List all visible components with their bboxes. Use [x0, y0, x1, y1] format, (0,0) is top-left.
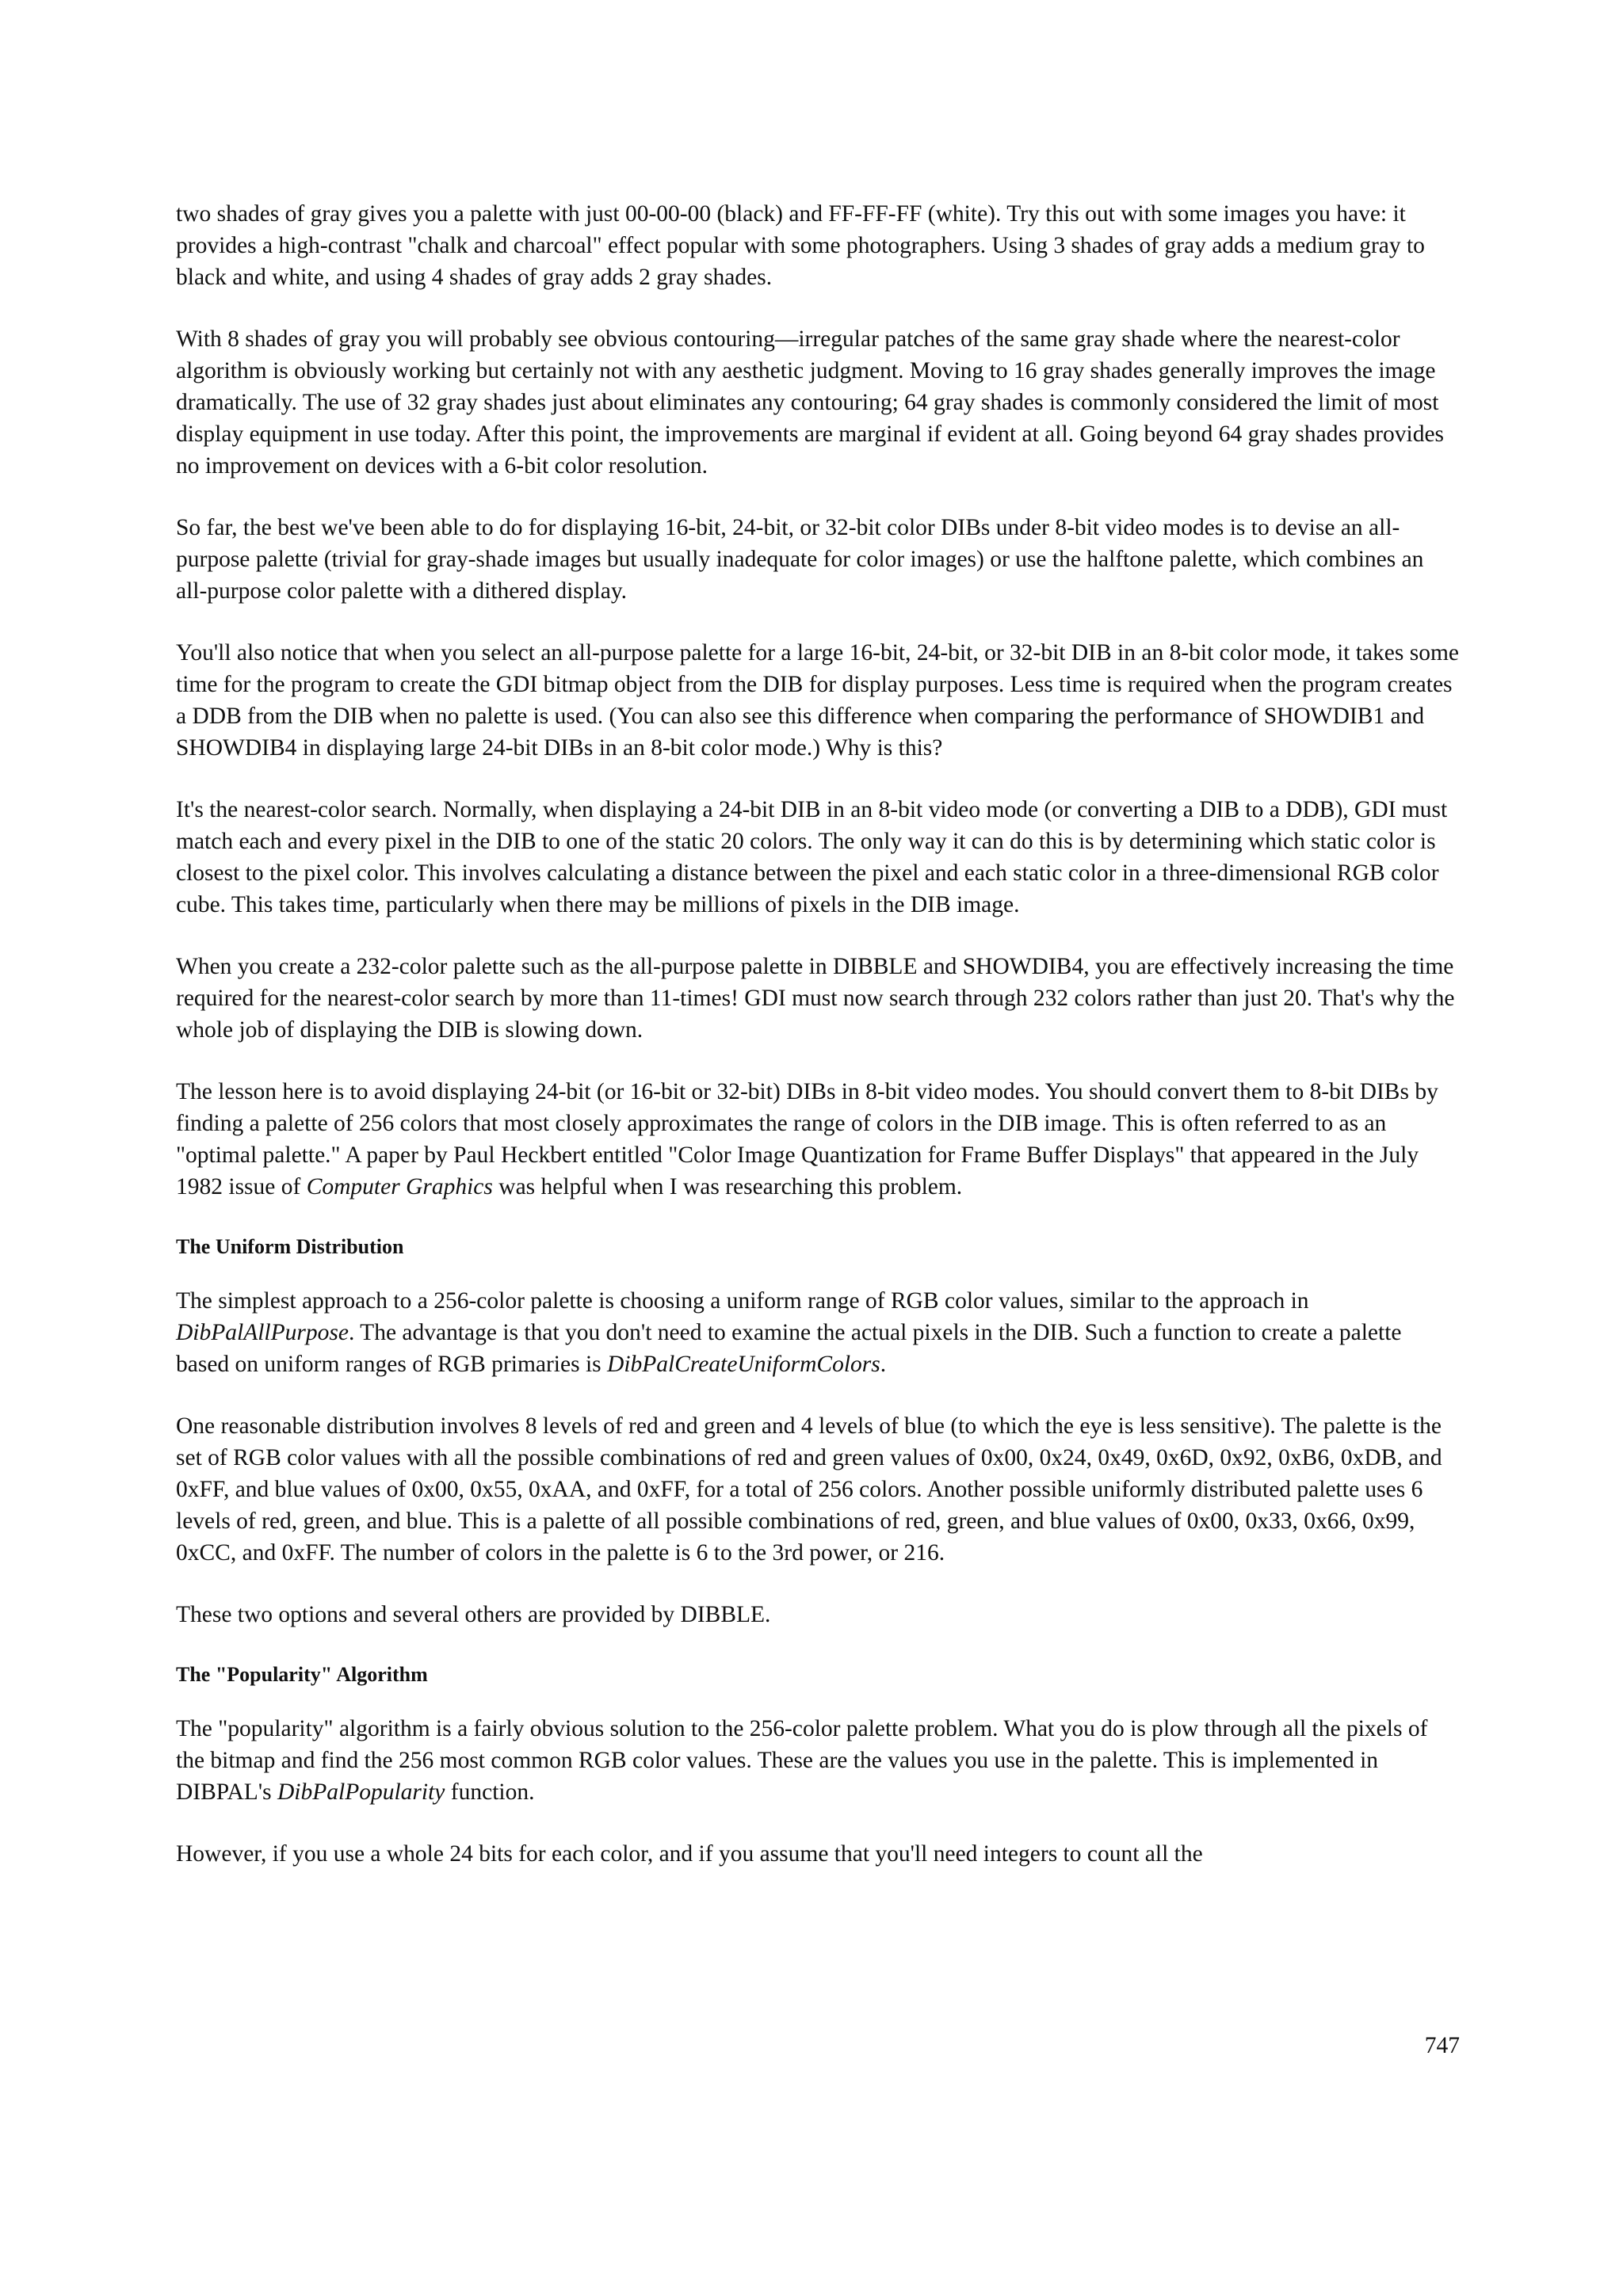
paragraph-1: two shades of gray gives you a palette with just 00-00-00 (black) and FF-FF-FF (white). Try this out with some images you have: it provides a high-contrast "chalk and charcoal" effect popular with some photographers. Using 3 shades of gray adds a medium gray to black and white, and using 4 shades of gray adds 2 gray shades. [176, 201, 1425, 290]
function-name-dibpalpopularity: DibPalPopularity [277, 1779, 445, 1805]
paragraph-3: So far, the best we've been able to do for displaying 16-bit, 24-bit, or 32-bit color DIBs under 8-bit video modes is to devise an all-purpose palette (trivial for gray-shade images but usually inadequate for color images) or use the halftone palette, which combines an all-purpose color palette with a dithered display. [176, 515, 1424, 604]
section-heading-uniform-distribution: The Uniform Distribution [176, 1235, 404, 1258]
document-body [176, 198, 1460, 1900]
paragraph-7-text-before: The lesson here is to avoid displaying 24-bit (or 16-bit or 32-bit) DIBs in 8-bit video modes. You should convert them to 8-bit DIBs by finding a palette of 256 colors that most closely approximates the range of colors in the DIB image. This is often referred to as an "optimal palette." A paper by Paul Heckbert entitled "Color Image Quantization for Frame Buffer Displays" that appeared in the July 1982 issue of [176, 1079, 1438, 1199]
paragraph-8-text-middle: . The advantage is that you don't need to examine the actual pixels in the DIB. Such a function to create a palette based on uniform ranges of RGB primaries is [176, 1320, 1402, 1377]
paragraph-9: One reasonable distribution involves 8 levels of red and green and 4 levels of blue (to which the eye is less sensitive). The palette is the set of RGB color values with all the possible combinations of red and green values of 0x00, 0x24, 0x49, 0x6D, 0x92, 0xB6, 0xDB, and 0xFF, and blue values of 0x00, 0x55, 0xAA, and 0xFF, for a total of 256 colors. Another possible uniformly distributed palette uses 6 levels of red, green, and blue. This is a palette of all possible combinations of red, green, and blue values of 0x00, 0x33, 0x66, 0x99, 0xCC, and 0xFF. The number of colors in the palette is 6 to the 3rd power, or 216. [176, 1413, 1442, 1566]
paragraph-7 [176, 1076, 1460, 1203]
paragraph-4: You'll also notice that when you select an all-purpose palette for a large 16-bit, 24-bit, or 32-bit DIB in an 8-bit color mode, it takes some time for the program to create the GDI bitmap object from the DIB for display purposes. Less time is required when the program creates a DDB from the DIB when no palette is used. (You can also see this difference when comparing the performance of SHOWDIB1 and SHOWDIB4 in displaying large 24-bit DIBs in an 8-bit color mode.) Why is this? [176, 640, 1459, 761]
paragraph-11-text-before: The "popularity" algorithm is a fairly obvious solution to the 256-color palette problem. What you do is plow through all the pixels of the bitmap and find the 256 most common RGB color values. These are the values you use in the palette. This is implemented in DIBPAL's [176, 1716, 1428, 1805]
paragraph-12: However, if you use a whole 24 bits for each color, and if you assume that you'll need integers to count all the [176, 1841, 1203, 1867]
paragraph-10: These two options and several others are provided by DIBBLE. [176, 1602, 771, 1627]
section-heading-popularity-algorithm: The "Popularity" Algorithm [176, 1663, 428, 1686]
paragraph-11-text-after: function. [445, 1779, 535, 1805]
paragraph-7-text-after: was helpful when I was researching this problem. [492, 1174, 963, 1199]
page-number: 747 [1424, 2033, 1460, 2058]
paragraph-5: It's the nearest-color search. Normally, when displaying a 24-bit DIB in an 8-bit video mode (or converting a DIB to a DDB), GDI must match each and every pixel in the DIB to one of the static 20 colors. The only way it can do this is by determining which static color is closest to the pixel color. This involves calculating a distance between the pixel and each static color in a three-dimensional RGB color cube. This takes time, particularly when there may be millions of pixels in the DIB image. [176, 797, 1448, 917]
function-name-dibpalallpurpose: DibPalAllPurpose [176, 1320, 349, 1345]
paragraph-2: With 8 shades of gray you will probably see obvious contouring—irregular patches of the same gray shade where the nearest-color algorithm is obviously working but certainly not with any aesthetic judgment. Moving to 16 gray shades generally improves the image dramatically. The use of 32 gray shades just about eliminates any contouring; 64 gray shades is commonly considered the limit of most display equipment in use today. After this point, the improvements are marginal if evident at all. Going beyond 64 gray shades provides no improvement on devices with a 6-bit color resolution. [176, 326, 1445, 479]
paragraph-8 [176, 1285, 1460, 1380]
function-name-dibpalcreateuniformcolors: DibPalCreateUniformColors [607, 1352, 880, 1377]
paragraph-6: When you create a 232-color palette such as the all-purpose palette in DIBBLE and SHOWDIB4, you are effectively increasing the time required for the nearest-color search by more than 11-times! GDI must now search through 232 colors rather than just 20. That's why the whole job of displaying the DIB is slowing down. [176, 954, 1455, 1043]
paragraph-8-text-before: The simplest approach to a 256-color palette is choosing a uniform range of RGB color values, similar to the approach in [176, 1288, 1309, 1314]
paragraph-11 [176, 1713, 1460, 1808]
journal-title: Computer Graphics [306, 1174, 493, 1199]
paragraph-8-text-after: . [880, 1352, 887, 1377]
